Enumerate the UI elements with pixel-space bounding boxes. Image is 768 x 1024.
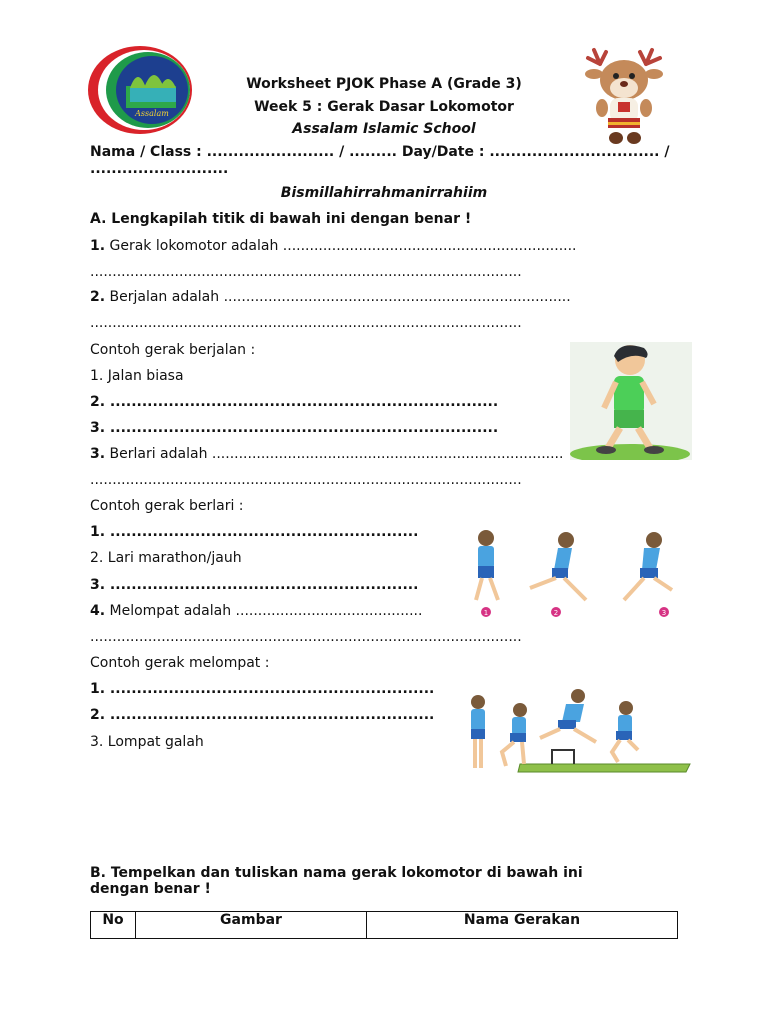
school-name: Assalam Islamic School [292,121,476,137]
svg-text:3: 3 [661,609,667,617]
worksheet-week: Week 5 : Gerak Dasar Lokomotor [254,99,514,115]
jumping-sequence-image [462,686,692,776]
bismillah: Bismillahirrahmanirrahiim [280,185,488,201]
answer-table [90,911,678,939]
name-class-line-cont: .......................... [90,161,229,177]
svg-text:2: 2 [553,609,559,617]
jump-example-1: 1. ............................................................. [90,681,435,697]
section-b-heading-line-1: B. Tempelkan dan tuliskan nama gerak lokomotor di bawah ini [90,865,583,881]
jump-example-3: 3. Lompat galah [90,734,204,750]
walking-boy-image [570,342,692,460]
question-4: 4. Melompat adalah .......................................... [90,603,423,619]
section-b-heading-line-2: dengan benar ! [90,881,211,897]
run-example-2: 2. Lari marathon/jauh [90,550,242,566]
run-example-3: 3. .......................................................... [90,577,419,593]
logo-text: Assalam [135,109,169,118]
table-header-row [91,912,678,939]
question-4-answer-line: ................................................................................................. [90,629,522,645]
section-a-heading: A. Lengkapilah titik di bawah ini dengan benar ! [90,211,472,227]
run-example-1: 1. .......................................................... [90,524,419,540]
name-class-line: Nama / Class : ........................ / ......... Day/Date : ................................ / [90,144,670,160]
walk-example-1: 1. Jalan biasa [90,368,184,384]
question-2-answer-line: ................................................................................................. [90,315,522,331]
walk-example-3: 3. ......................................................................... [90,420,499,436]
walk-examples-title: Contoh gerak berjalan : [90,342,256,358]
running-sequence-image [458,528,694,620]
question-3: 3. Berlari adalah ............................................................................... [90,446,564,462]
column-header-gambar: Gambar [136,912,367,939]
svg-text:1: 1 [483,609,489,617]
column-header-nama-gerakan: Nama Gerakan [367,912,678,939]
question-1: 1. Gerak lokomotor adalah .................................................................. [90,238,577,254]
column-header-no: No [91,912,136,939]
question-2: 2. Berjalan adalah .............................................................................. [90,289,571,305]
run-examples-title: Contoh gerak berlari : [90,498,244,514]
walk-example-2: 2. ......................................................................... [90,394,499,410]
jump-examples-title: Contoh gerak melompat : [90,655,270,671]
question-3-answer-line: ................................................................................................. [90,472,522,488]
deer-mascot-image [580,46,668,146]
worksheet-title: Worksheet PJOK Phase A (Grade 3) [246,76,522,92]
question-1-answer-line: ................................................................................................. [90,264,522,280]
jump-example-2: 2. ............................................................. [90,707,435,723]
